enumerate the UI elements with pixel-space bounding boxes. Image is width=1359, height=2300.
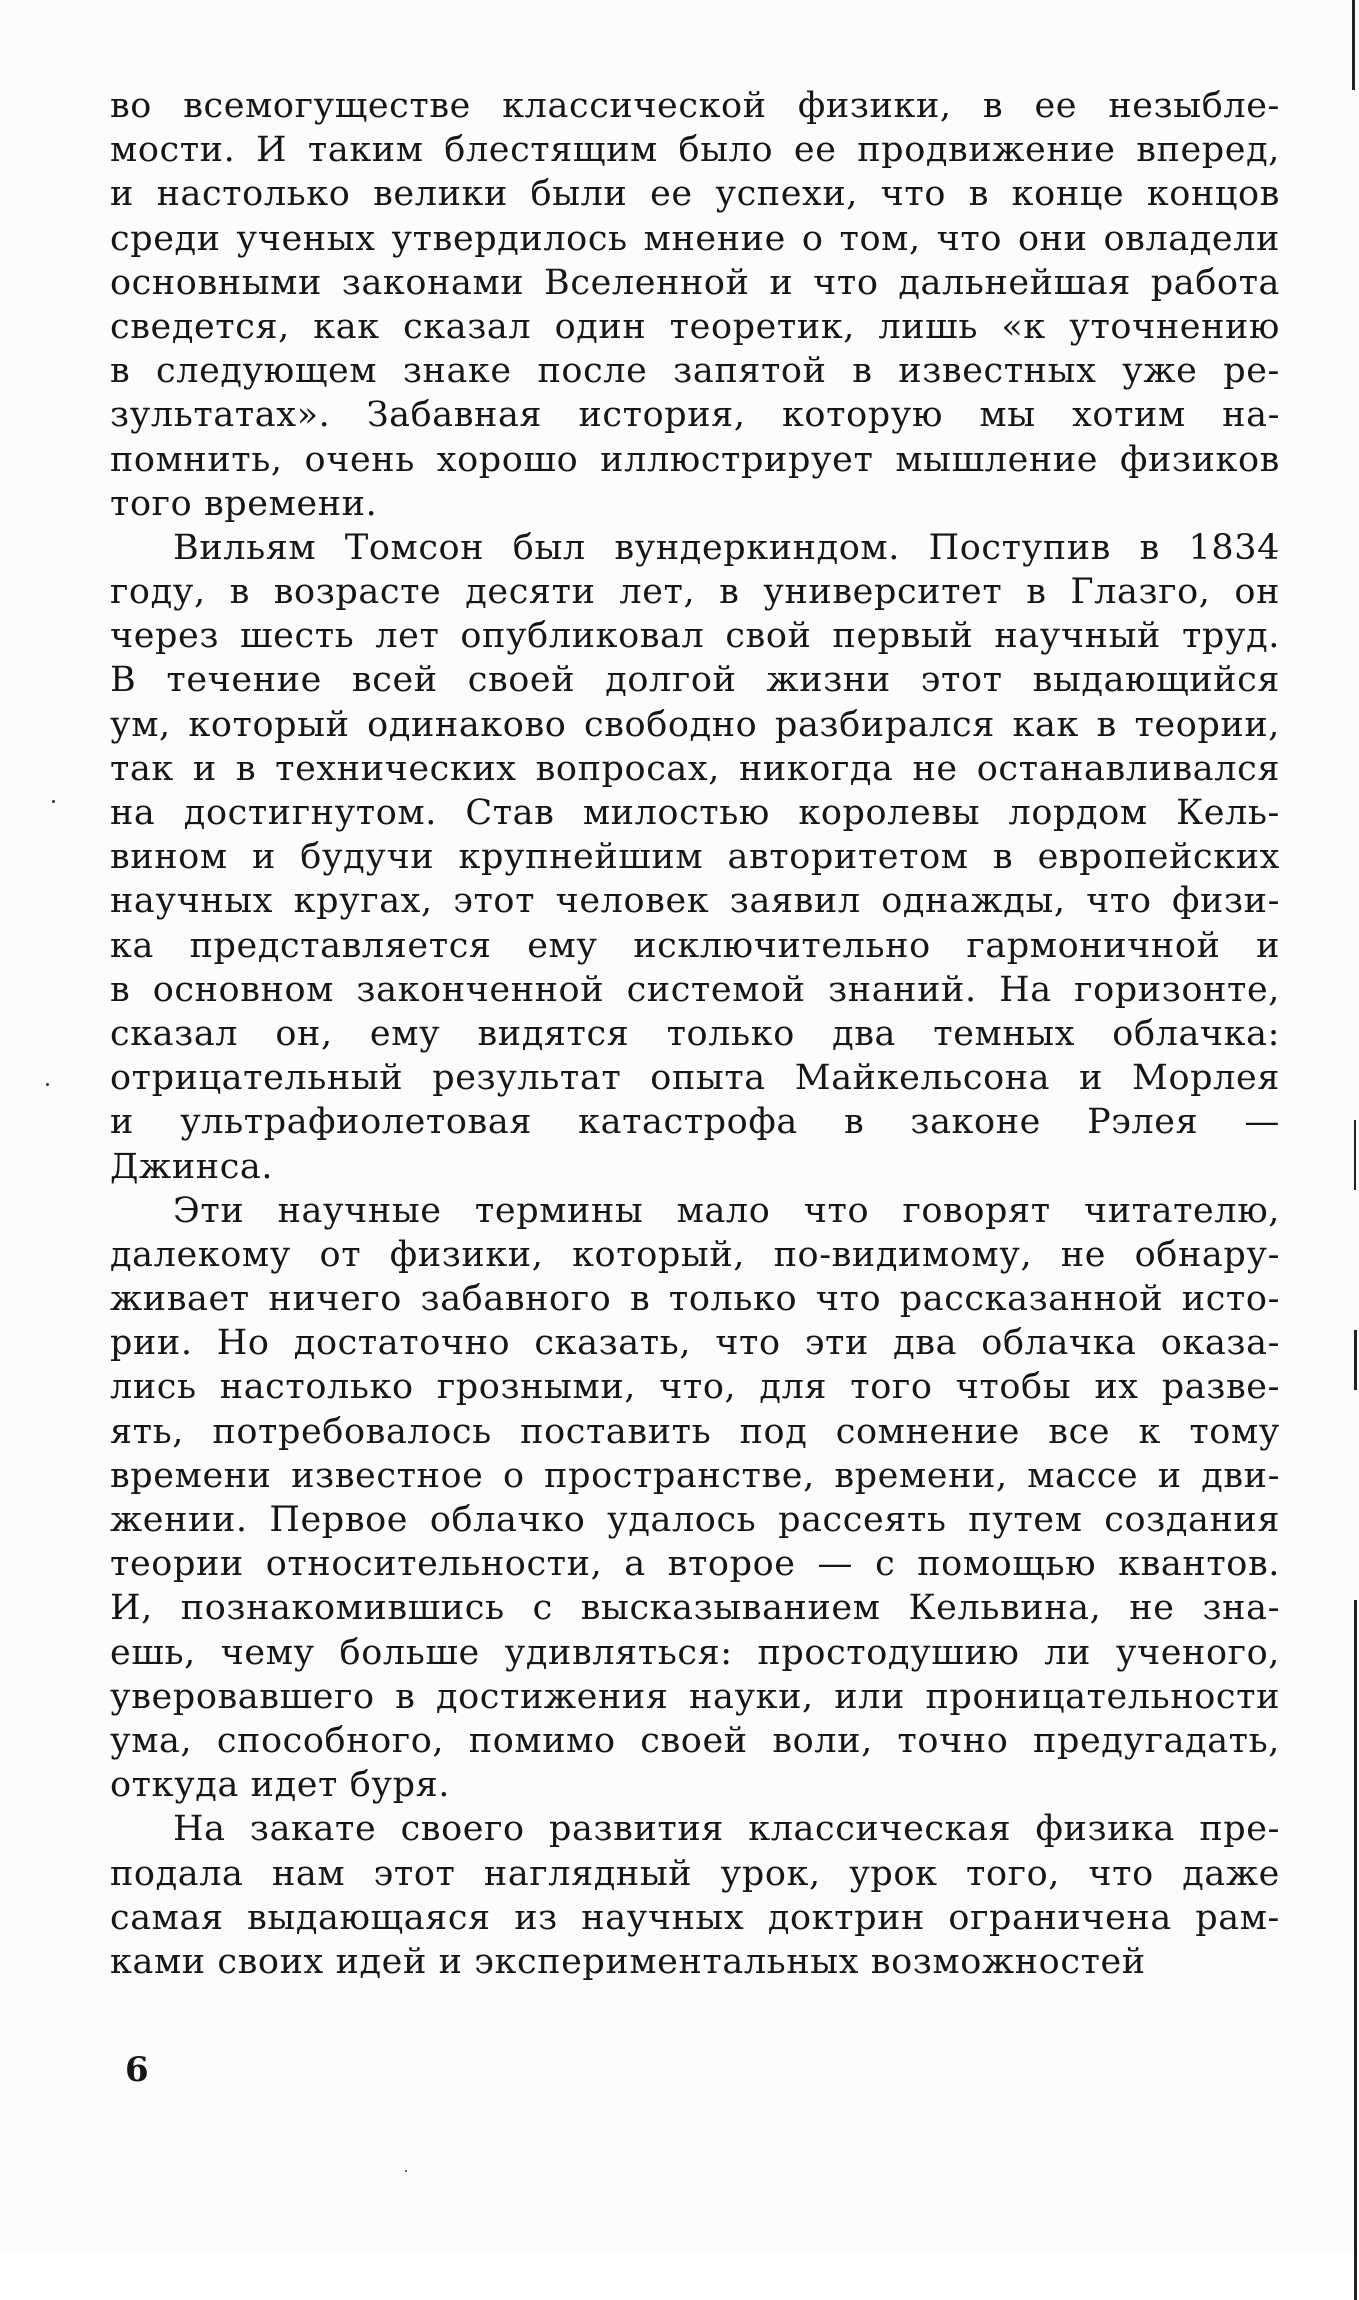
scan-speck — [52, 800, 55, 803]
text-line: зультатах». Забавная история, которую мы хотим на- — [110, 395, 1280, 436]
text-line: рии. Но достаточно сказать, что эти два облачка оказа- — [110, 1323, 1280, 1364]
text-line: научных кругах, этот человек заявил однажды, что физи- — [110, 881, 1280, 922]
text-line: помнить, очень хорошо иллюстрирует мышление физиков — [110, 439, 1280, 480]
text-line: того времени. — [110, 483, 378, 524]
body-text — [110, 84, 1280, 1984]
text-line: через шесть лет опубликовал свой первый научный труд. — [110, 616, 1280, 657]
scan-edge-mark — [1352, 0, 1355, 90]
text-line: жении. Первое облачко удалось рассеять путем создания — [110, 1500, 1280, 1540]
text-line: отрицательный результат опыта Майкельсона и Морлея — [110, 1058, 1280, 1099]
text-line: году, в возрасте десяти лет, в университет в Глазго, он — [110, 572, 1280, 613]
text-line: времени известное о пространстве, времени, массе и дви- — [110, 1455, 1280, 1496]
text-line: живает ничего забавного в только что рассказанной исто- — [110, 1279, 1280, 1320]
text-line: подала нам этот наглядный урок, урок того, что даже — [110, 1853, 1280, 1894]
text-line: далекому от физики, который, по-видимому, не обнару- — [110, 1234, 1280, 1275]
text-line: Джинса. — [110, 1146, 274, 1187]
text-line: и ультрафиолетовая катастрофа в законе Рэлея — — [110, 1102, 1280, 1143]
text-line: И, познакомившись с высказыванием Кельвина, не зна- — [110, 1588, 1280, 1629]
page-number: 6 — [125, 2050, 149, 2090]
text-line: в основном законченной системой знаний. На горизонте, — [110, 969, 1280, 1010]
text-line: ума, способного, помимо своей воли, точно предугадать, — [110, 1720, 1280, 1761]
text-line: лись настолько грозными, что, для того чтобы их разве- — [110, 1367, 1280, 1408]
text-line: в следующем знаке после запятой в известных уже ре- — [110, 351, 1280, 392]
scan-edge-mark — [1354, 1120, 1356, 1190]
text-line: основными законами Вселенной и что дальнейшая работа — [110, 262, 1280, 303]
text-line: и настолько велики были ее успехи, что в конце концов — [110, 174, 1280, 215]
text-line: ками своих идей и экспериментальных возможностей — [110, 1941, 1146, 1982]
paragraph — [110, 526, 1280, 1189]
text-line: сказал он, ему видятся только два темных облачка: — [110, 1013, 1280, 1054]
paragraph — [110, 1189, 1280, 1808]
scan-speck — [405, 2170, 407, 2172]
text-line: На закате своего развития классическая физика пре- — [173, 1809, 1280, 1850]
text-line: теории относительности, а второе — с помощью квантов. — [110, 1544, 1280, 1585]
paragraph — [110, 1807, 1280, 1984]
text-line: среди ученых утвердилось мнение о том, что они овладели — [110, 218, 1280, 259]
scan-speck — [46, 1083, 49, 1086]
text-line: Эти научные термины мало что говорят читателю, — [173, 1190, 1280, 1231]
text-line: откуда идет буря. — [110, 1765, 450, 1806]
text-line: вином и будучи крупнейшим авторитетом в европейских — [110, 837, 1280, 878]
text-line: мости. И таким блестящим было ее продвижение вперед, — [110, 130, 1280, 171]
text-line: во всемогуществе классической физики, в ее незыбле- — [110, 86, 1280, 126]
paragraph — [110, 84, 1280, 526]
text-line: ять, потребовалось поставить под сомнение все к тому — [110, 1411, 1280, 1452]
text-line: В течение всей своей долгой жизни этот выдающийся — [110, 660, 1280, 701]
text-line: самая выдающаяся из научных доктрин ограничена рам- — [110, 1897, 1280, 1938]
scan-edge-mark — [1354, 1330, 1357, 1390]
text-line: Вильям Томсон был вундеркиндом. Поступив в 1834 — [173, 527, 1280, 568]
text-line: так и в технических вопросах, никогда не останавливался — [110, 748, 1280, 789]
text-line: ка представляется ему исключительно гармоничной и — [110, 925, 1280, 966]
scan-edge-mark — [1354, 1600, 1357, 2300]
text-line: ум, который одинаково свободно разбирался как в теории, — [110, 704, 1280, 745]
text-line: ешь, чему больше удивляться: простодушию ли ученого, — [110, 1632, 1280, 1673]
text-line: уверовавшего в достижения науки, или проницательности — [110, 1676, 1280, 1717]
text-line: на достигнутом. Став милостью королевы лордом Кель- — [110, 793, 1280, 833]
text-line: сведется, как сказал один теоретик, лишь «к уточнению — [110, 306, 1280, 347]
